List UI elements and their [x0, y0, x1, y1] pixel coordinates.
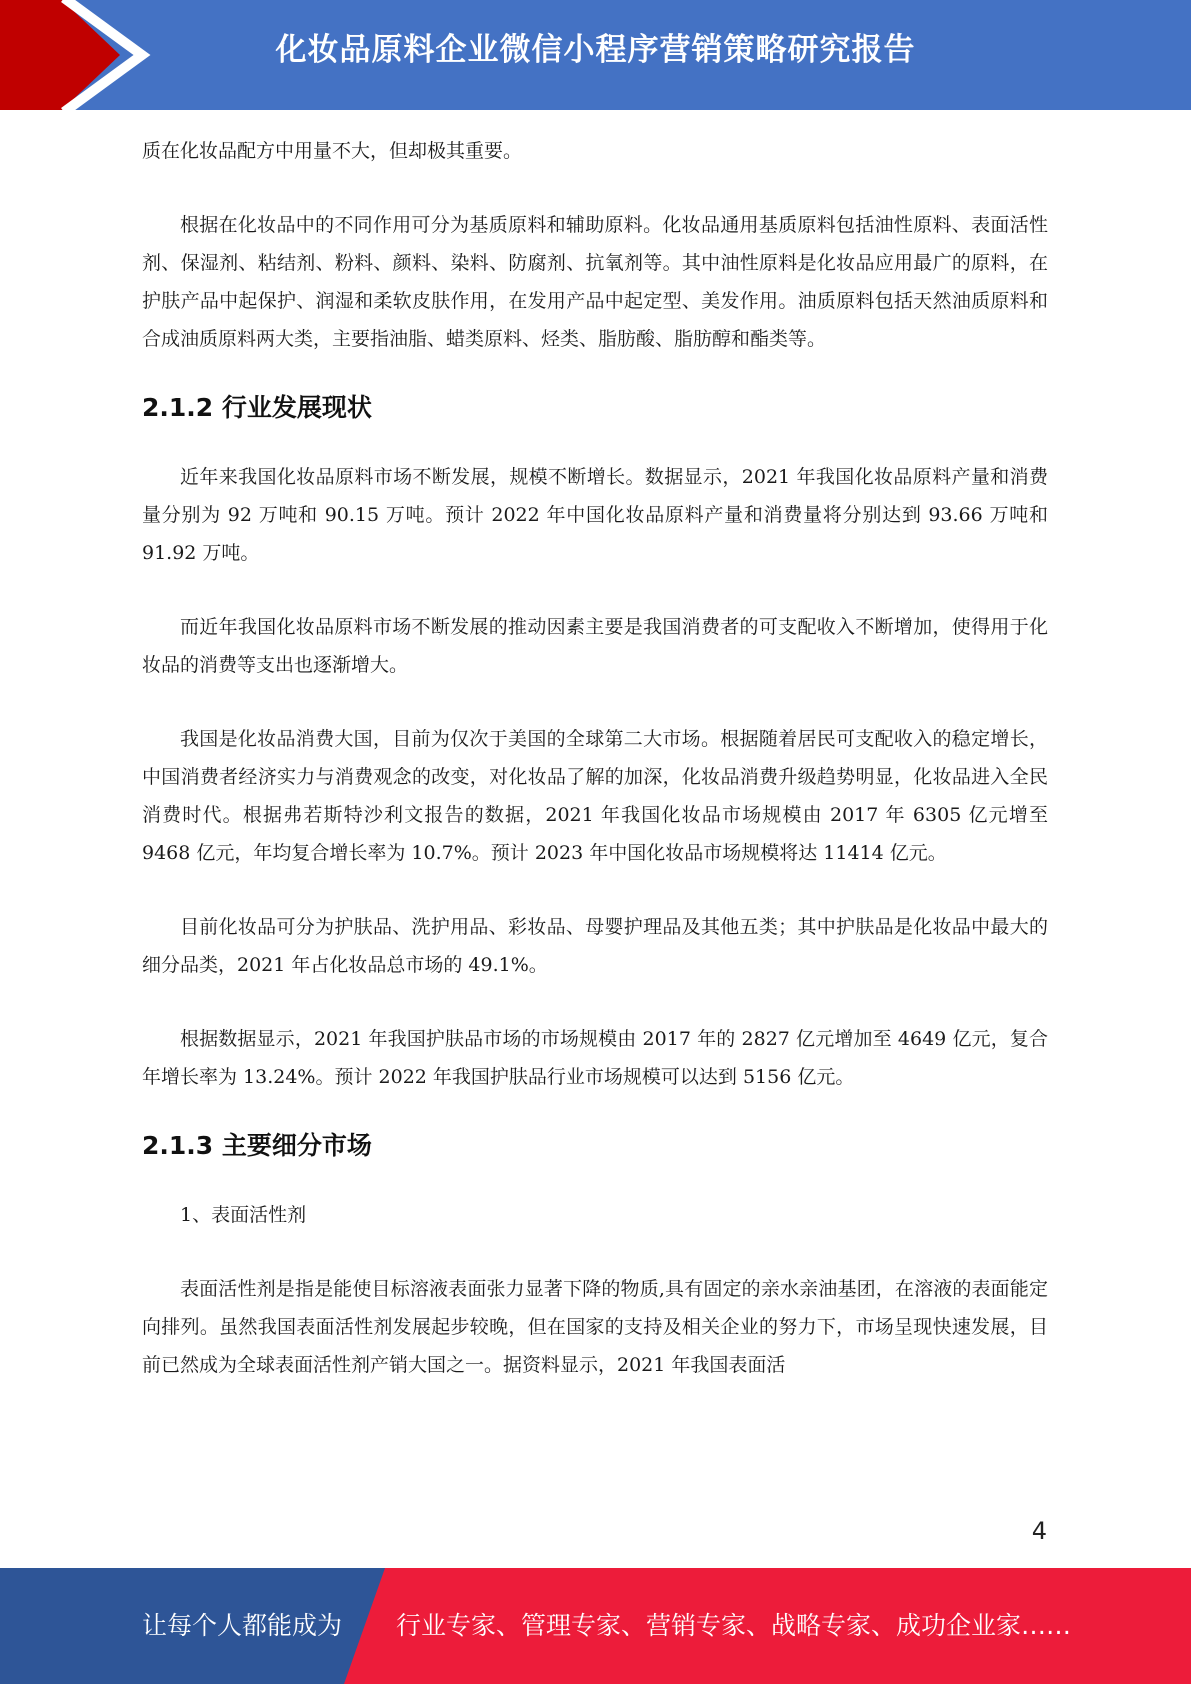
footer-slogan-right: 行业专家、管理专家、营销专家、战略专家、成功企业家…… — [396, 1611, 1072, 1640]
paragraph: 近年来我国化妆品原料市场不断发展，规模不断增长。数据显示，2021 年我国化妆品原料产量和消费量分别为 92 万吨和 90.15 万吨。预计 2022 年中国化妆品原料产量和消费量将分别达到 93.66 万吨和 91.92 万吨。 — [142, 466, 1048, 564]
header-arrow-decoration — [0, 0, 160, 110]
paragraph: 根据在化妆品中的不同作用可分为基质原料和辅助原料。化妆品通用基质原料包括油性原料、表面活性剂、保湿剂、粘结剂、粉料、颜料、染料、防腐剂、抗氧剂等。其中油性原料是化妆品应用最广的原料，在护肤产品中起保护、润湿和柔软皮肤作用，在发用产品中起定型、美发作用。油质原料包括天然油质原料和合成油质原料两大类，主要指油脂、蜡类原料、烃类、脂肪酸、脂肪醇和酯类等。 — [142, 214, 1048, 350]
paragraph: 质在化妆品配方中用量不大，但却极其重要。 — [142, 140, 523, 162]
page-number: 4 — [1031, 1517, 1047, 1545]
page-content — [142, 132, 1048, 1384]
paragraph: 目前化妆品可分为护肤品、洗护用品、彩妆品、母婴护理品及其他五类；其中护肤品是化妆品中最大的细分品类，2021 年占化妆品总市场的 49.1%。 — [142, 916, 1048, 976]
report-title: 化妆品原料企业微信小程序营销策略研究报告 — [275, 32, 916, 68]
footer-slogan-left: 让每个人都能成为 — [142, 1611, 343, 1640]
paragraph: 表面活性剂是指是能使目标溶液表面张力显著下降的物质,具有固定的亲水亲油基团，在溶液的表面能定向排列。虽然我国表面活性剂发展起步较晚，但在国家的支持及相关企业的努力下，市场呈现快速发展，目前已然成为全球表面活性剂产销大国之一。据资料显示，2021 年我国表面活 — [142, 1278, 1048, 1376]
list-item-label: 1、表面活性剂 — [180, 1204, 307, 1226]
page-footer — [0, 1568, 1191, 1684]
paragraph: 我国是化妆品消费大国，目前为仅次于美国的全球第二大市场。根据随着居民可支配收入的稳定增长，中国消费者经济实力与消费观念的改变，对化妆品了解的加深，化妆品消费升级趋势明显，化妆品进入全民消费时代。根据弗若斯特沙利文报告的数据，2021 年我国化妆品市场规模由 2017 年 6305 亿元增至 9468 亿元，年均复合增长率为 10.7%。预计 2023 年中国化妆品市场规模将达 11414 亿元。 — [142, 728, 1048, 864]
paragraph: 根据数据显示，2021 年我国护肤品市场的市场规模由 2017 年的 2827 亿元增加至 4649 亿元，复合年增长率为 13.24%。预计 2022 年我国护肤品行业市场规模可以达到 5156 亿元。 — [142, 1028, 1048, 1088]
page-header — [0, 0, 1191, 110]
section-heading: 2.1.3 主要细分市场 — [142, 1131, 372, 1160]
section-heading: 2.1.2 行业发展现状 — [142, 393, 372, 422]
paragraph: 而近年我国化妆品原料市场不断发展的推动因素主要是我国消费者的可支配收入不断增加，使得用于化妆品的消费等支出也逐渐增大。 — [142, 616, 1048, 676]
